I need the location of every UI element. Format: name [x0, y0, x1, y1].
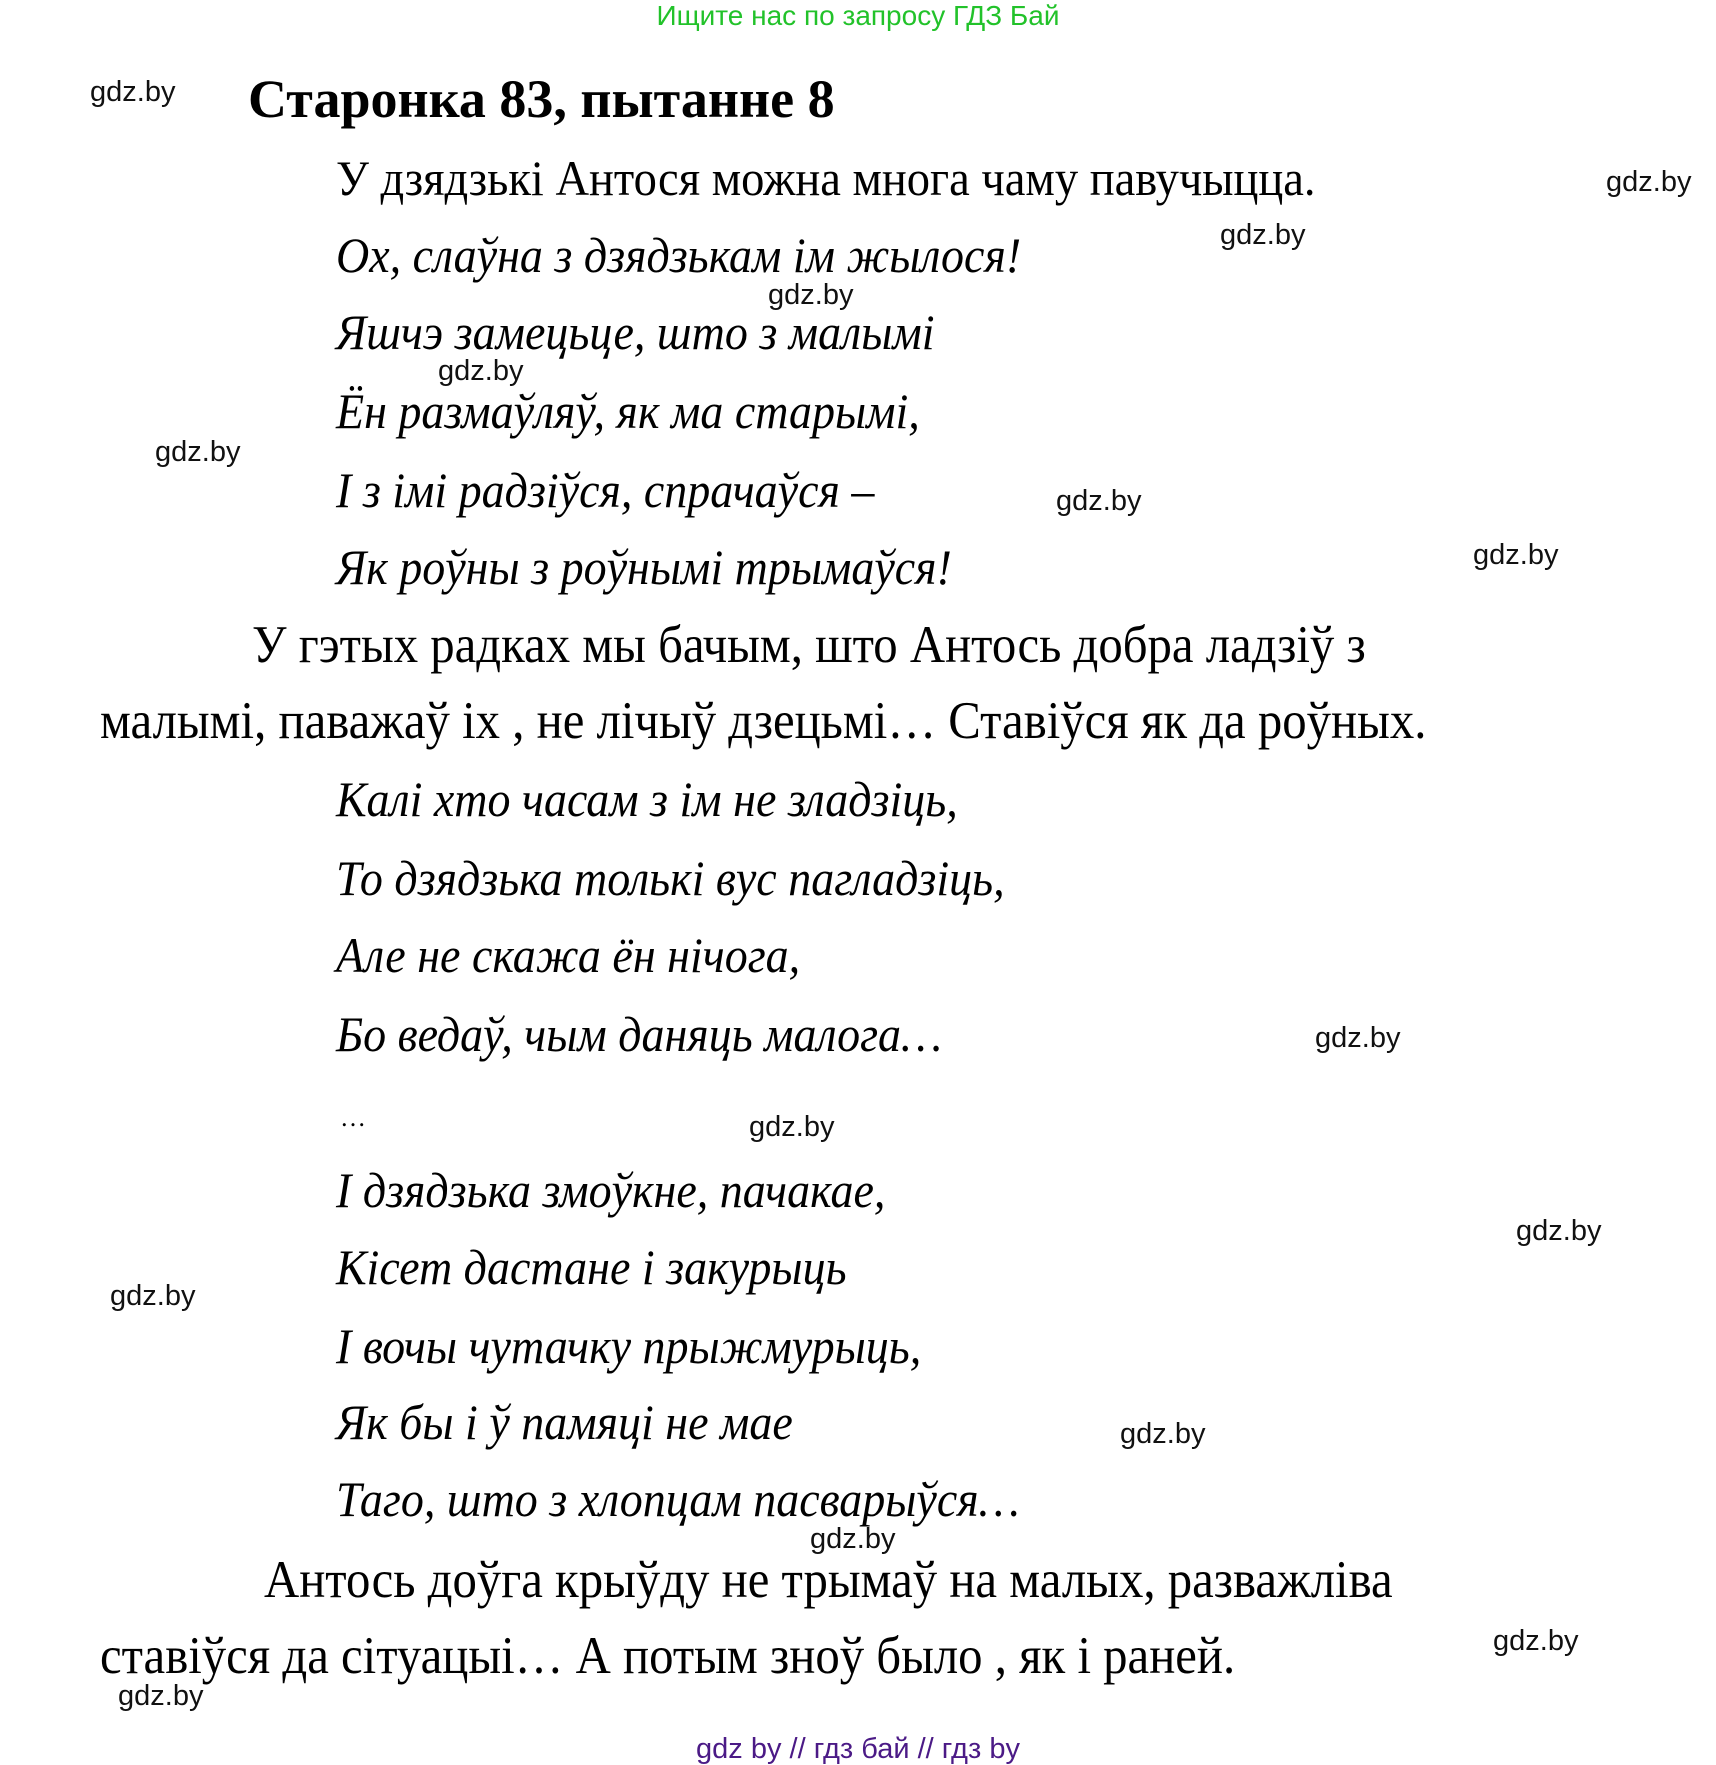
verse-line: Яшчэ замецьце, што з малымі: [336, 304, 935, 360]
verse-line: Але не скажа ён нічога,: [336, 927, 801, 983]
watermark: gdz.by: [1220, 219, 1306, 251]
verse-line: І вочы чутачку прыжмурыць,: [336, 1318, 922, 1374]
verse-line: Як бы і ў памяці не мае: [336, 1394, 793, 1450]
watermark: gdz.by: [768, 279, 854, 311]
watermark: gdz.by: [90, 76, 176, 108]
verse-line: І з імі радзіўся, спрачаўся –: [336, 462, 875, 518]
paragraph-line: У гэтых радках мы бачым, што Антось добра ладзіў з: [252, 616, 1366, 674]
watermark: gdz.by: [1493, 1625, 1579, 1657]
verse-line: Кісет дастане і закурыць: [336, 1239, 847, 1295]
intro-line: У дзядзькі Антося можна многа чаму павучыцца.: [336, 150, 1316, 206]
verse-line: І дзядзька змоўкне, пачакае,: [336, 1162, 886, 1218]
verse-line: Бо ведаў, чым даняць малога…: [336, 1006, 942, 1062]
footer-links: gdz by // гдз бай // гдз by: [696, 1733, 1020, 1765]
watermark: gdz.by: [1606, 166, 1692, 198]
watermark: gdz.by: [1315, 1022, 1401, 1054]
watermark: gdz.by: [810, 1523, 896, 1555]
verse-line: Ох, слаўна з дзядзькам ім жылося!: [336, 227, 1022, 283]
watermark: gdz.by: [1120, 1418, 1206, 1450]
paragraph-line: малымі, паважаў іх , не лічыў дзецьмі… Ставіўся як да роўных.: [100, 692, 1427, 750]
paragraph-line: ставіўся да сітуацыі… А потым зноў было , як і раней.: [100, 1627, 1236, 1685]
watermark: gdz.by: [155, 436, 241, 468]
watermark: gdz.by: [1473, 539, 1559, 571]
watermark: gdz.by: [118, 1680, 204, 1712]
watermark: gdz.by: [749, 1111, 835, 1143]
watermark: gdz.by: [1516, 1215, 1602, 1247]
verse-line: Як роўны з роўнымі трымаўся!: [336, 539, 952, 595]
watermark: gdz.by: [1056, 485, 1142, 517]
verse-line: Калі хто часам з ім не зладзіць,: [336, 771, 958, 827]
paragraph-line: Антось доўга крыўду не трымаў на малых, разважліва: [264, 1551, 1393, 1609]
watermark: gdz.by: [438, 355, 524, 387]
omission-mark: …: [340, 1103, 366, 1132]
verse-line: Таго, што з хлопцам пасварыўся…: [336, 1471, 1020, 1527]
verse-line: Ён размаўляў, як ма старымі,: [336, 383, 920, 439]
page-title: Старонка 83, пытанне 8: [248, 69, 835, 129]
watermark: gdz.by: [110, 1280, 196, 1312]
promo-banner: Ищите нас по запросу ГДЗ Бай: [656, 0, 1060, 31]
verse-line: То дзядзька толькі вус пагладзіць,: [336, 850, 1005, 906]
